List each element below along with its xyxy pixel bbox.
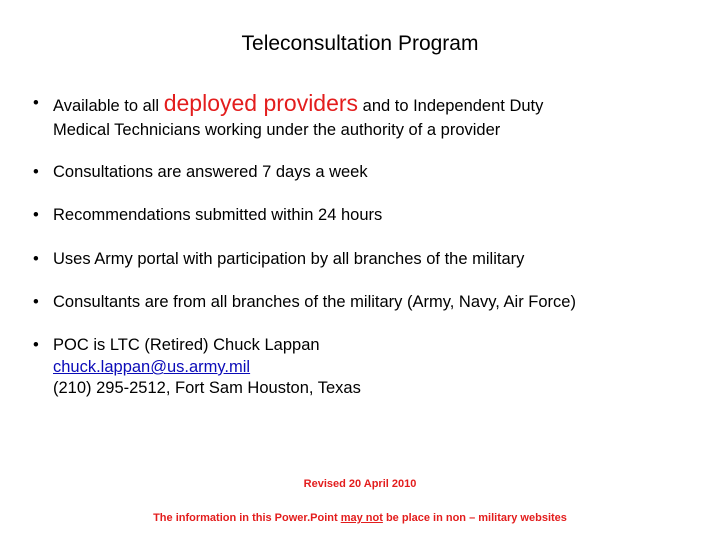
bullet-text: POC is LTC (Retired) Chuck Lappan (53, 336, 320, 354)
bullet-text-part1: Available to all (53, 97, 160, 115)
disclaimer-underlined: may not (340, 512, 383, 524)
poc-phone-location: (210) 295-2512, Fort Sam Houston, Texas (53, 379, 361, 397)
bullet-icon: • (33, 250, 39, 268)
bullet-text: Consultants are from all branches of the military (Army, Navy, Air Force) (53, 293, 576, 311)
disclaimer (0, 512, 720, 524)
bullet-text (53, 92, 543, 117)
bullet-icon: • (33, 293, 39, 311)
disclaimer-pre: The information in this Power.Point (153, 512, 338, 524)
bullet-text: Consultations are answered 7 days a week (53, 163, 368, 181)
revised-date: Revised 20 April 2010 (303, 478, 417, 490)
bullet-text: Recommendations submitted within 24 hours (53, 206, 383, 224)
bullet-icon: • (33, 163, 39, 181)
bullet-icon: • (33, 206, 39, 224)
bullet-continuation: Medical Technicians working under the authority of a provider (53, 121, 501, 139)
bullet-text-part2: and to Independent Duty (362, 97, 544, 115)
bullet-text: Uses Army portal with participation by all branches of the military (53, 250, 525, 268)
poc-email-link[interactable]: chuck.lappan@us.army.mil (53, 358, 251, 376)
disclaimer-post: be place in non – military websites (385, 512, 567, 524)
bullet-icon: • (33, 336, 39, 354)
page-title: Teleconsultation Program (241, 32, 479, 55)
highlight-deployed-providers: deployed providers (163, 90, 359, 116)
bullet-icon: • (33, 94, 39, 112)
